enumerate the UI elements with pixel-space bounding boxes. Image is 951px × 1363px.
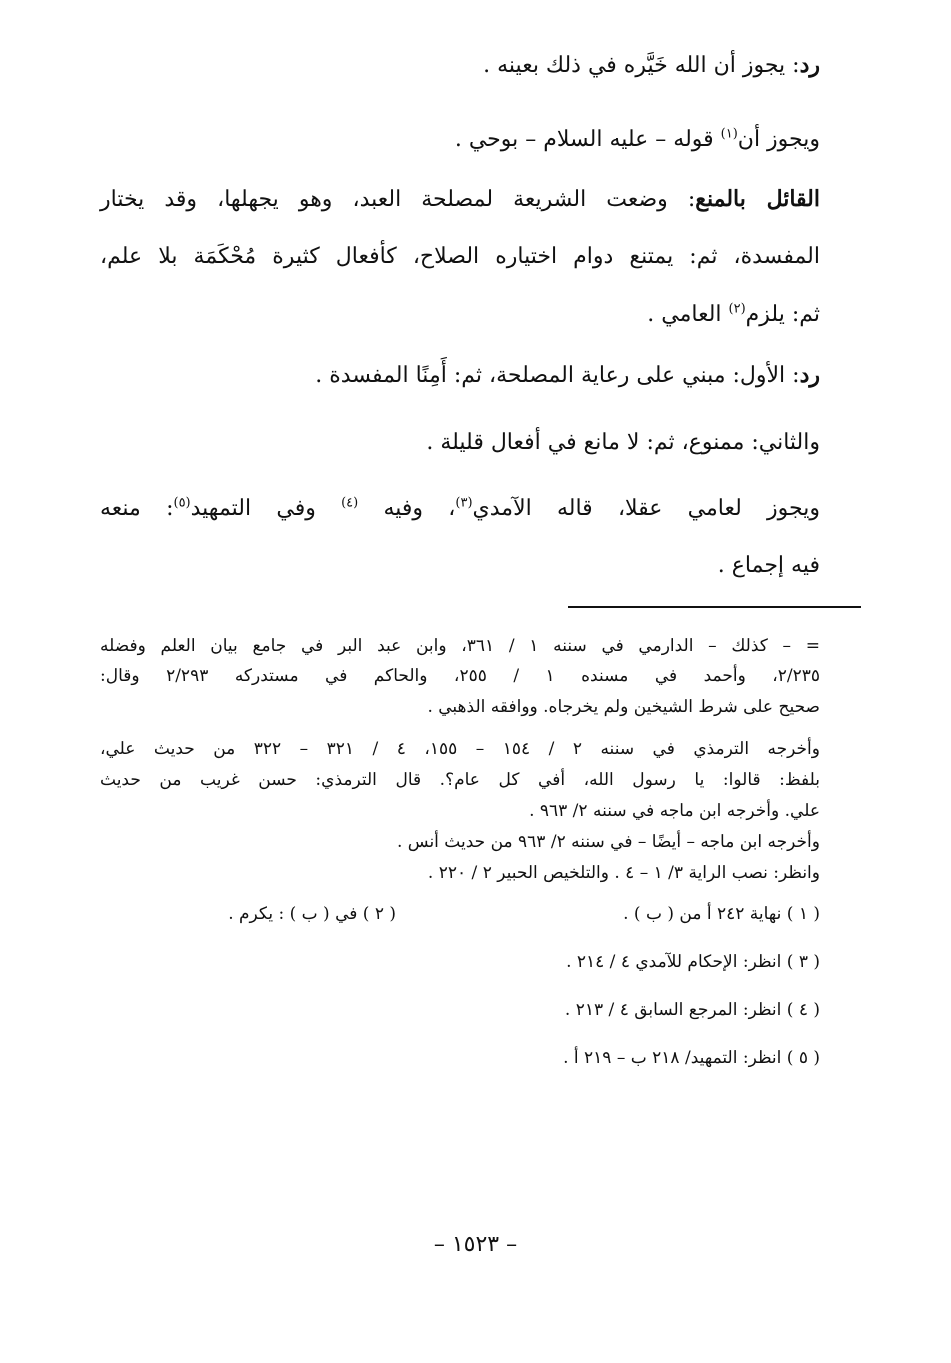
paragraph-layman-line-1: ويجوز لعامي عقلا، قاله الآمدي$^{(٣)}$، وفيه $^{(٤)}$ وفي التمهيد$^{(٥)}$: منعه [100,495,820,521]
paragraph-revelation: ويجوز أن$^{(١)}$ قوله – عليه السلام – بوحي . [454,126,820,152]
footnote-cont-line-1: = – كذلك – الدارمي في سننه ١ / ٣٦١، وابن عبد البر في جامع بيان العلم وفضله [100,636,820,656]
paragraph-prohibition-line-1: القائل بالمنع: وضعت الشريعة لمصلحة العبد، وهو يجهلها، وقد يختار [100,186,820,212]
paragraph-prohibition-line-2: المفسدة، ثم: يمتنع دوام اختياره الصلاح، كأفعال كثيرة مُحْكَمَة بلا علم، [100,244,820,269]
footnote-2: ( ٢ ) في ( ب ) : يكرم . [228,904,396,924]
footnote-cont-line-4: وأخرجه الترمذي في سننه ٢ / ١٥٤ – ١٥٥، ٤ / ٣٢١ – ٣٢٢ من حديث علي، [100,739,820,759]
paragraph-prohibition-line-3: ثم: يلزم$^{(٢)}$ العامي . [647,301,820,327]
footnote-cont-line-3: صحيح على شرط الشيخين ولم يخرجاه. ووافقه الذهبي . [427,697,820,717]
reply-label-2: رد [799,362,820,388]
footnote-ref-1[interactable]: (١) [720,126,738,142]
footnote-ref-2[interactable]: (٢) [728,301,746,317]
footnote-5: ( ٥ ) انظر: التمهيد/ ٢١٨ ب – ٢١٩ أ . [563,1048,820,1068]
paragraph-layman-line-2: فيه إجماع . [717,553,820,578]
paragraph-reply-2: رد: الأول: مبني على رعاية المصلحة، ثم: أَمِنًا المفسدة . [315,362,820,388]
footnote-4: ( ٤ ) انظر: المرجع السابق ٤ / ٢١٣ . [564,1000,820,1020]
footnote-3: ( ٣ ) انظر: الإحكام للآمدي ٤ / ٢١٤ . [566,952,820,972]
paragraph-second: والثاني: ممنوع، ثم: لا مانع في أفعال قليلة . [426,430,820,455]
reply-text: : يجوز أن الله خَيَّره في ذلك بعينه . [483,53,800,78]
prohibition-label: القائل بالمنع [695,186,820,212]
reply-label: رد [799,52,820,78]
footnote-cont-line-2: ٢/٢٣٥، وأحمد في مسنده ١ / ٢٥٥، والحاكم في مستدركه ٢/٢٩٣ وقال: [100,666,821,686]
paragraph-reply-1 [483,52,820,78]
footnote-ref-3[interactable]: (٣) [455,495,473,511]
footnote-separator [568,606,861,608]
footnote-cont-line-5: بلفظ: قالوا: يا رسول الله، أفي كل عام؟. قال الترمذي: حسن غريب من حديث [100,770,820,790]
page-number: – ١٥٢٣ – [433,1232,518,1257]
footnote-1: ( ١ ) نهاية ٢٤٢ أ من ( ب ) . [623,904,820,924]
footnote-cont-line-7: وأخرجه ابن ماجه – أيضًا – في سننه ٢/ ٩٦٣ من حديث أنس . [396,832,820,852]
footnote-ref-4[interactable]: (٤) [341,495,359,511]
footnote-ref-5[interactable]: (٥) [173,495,191,511]
footnote-cont-line-8: وانظر: نصب الراية ٣/ ١ – ٤ . والتلخيص الحبير ٢ / ٢٢٠ . [427,863,820,883]
footnote-cont-line-6: علي. وأخرجه ابن ماجه في سننه ٢/ ٩٦٣ . [529,801,820,821]
